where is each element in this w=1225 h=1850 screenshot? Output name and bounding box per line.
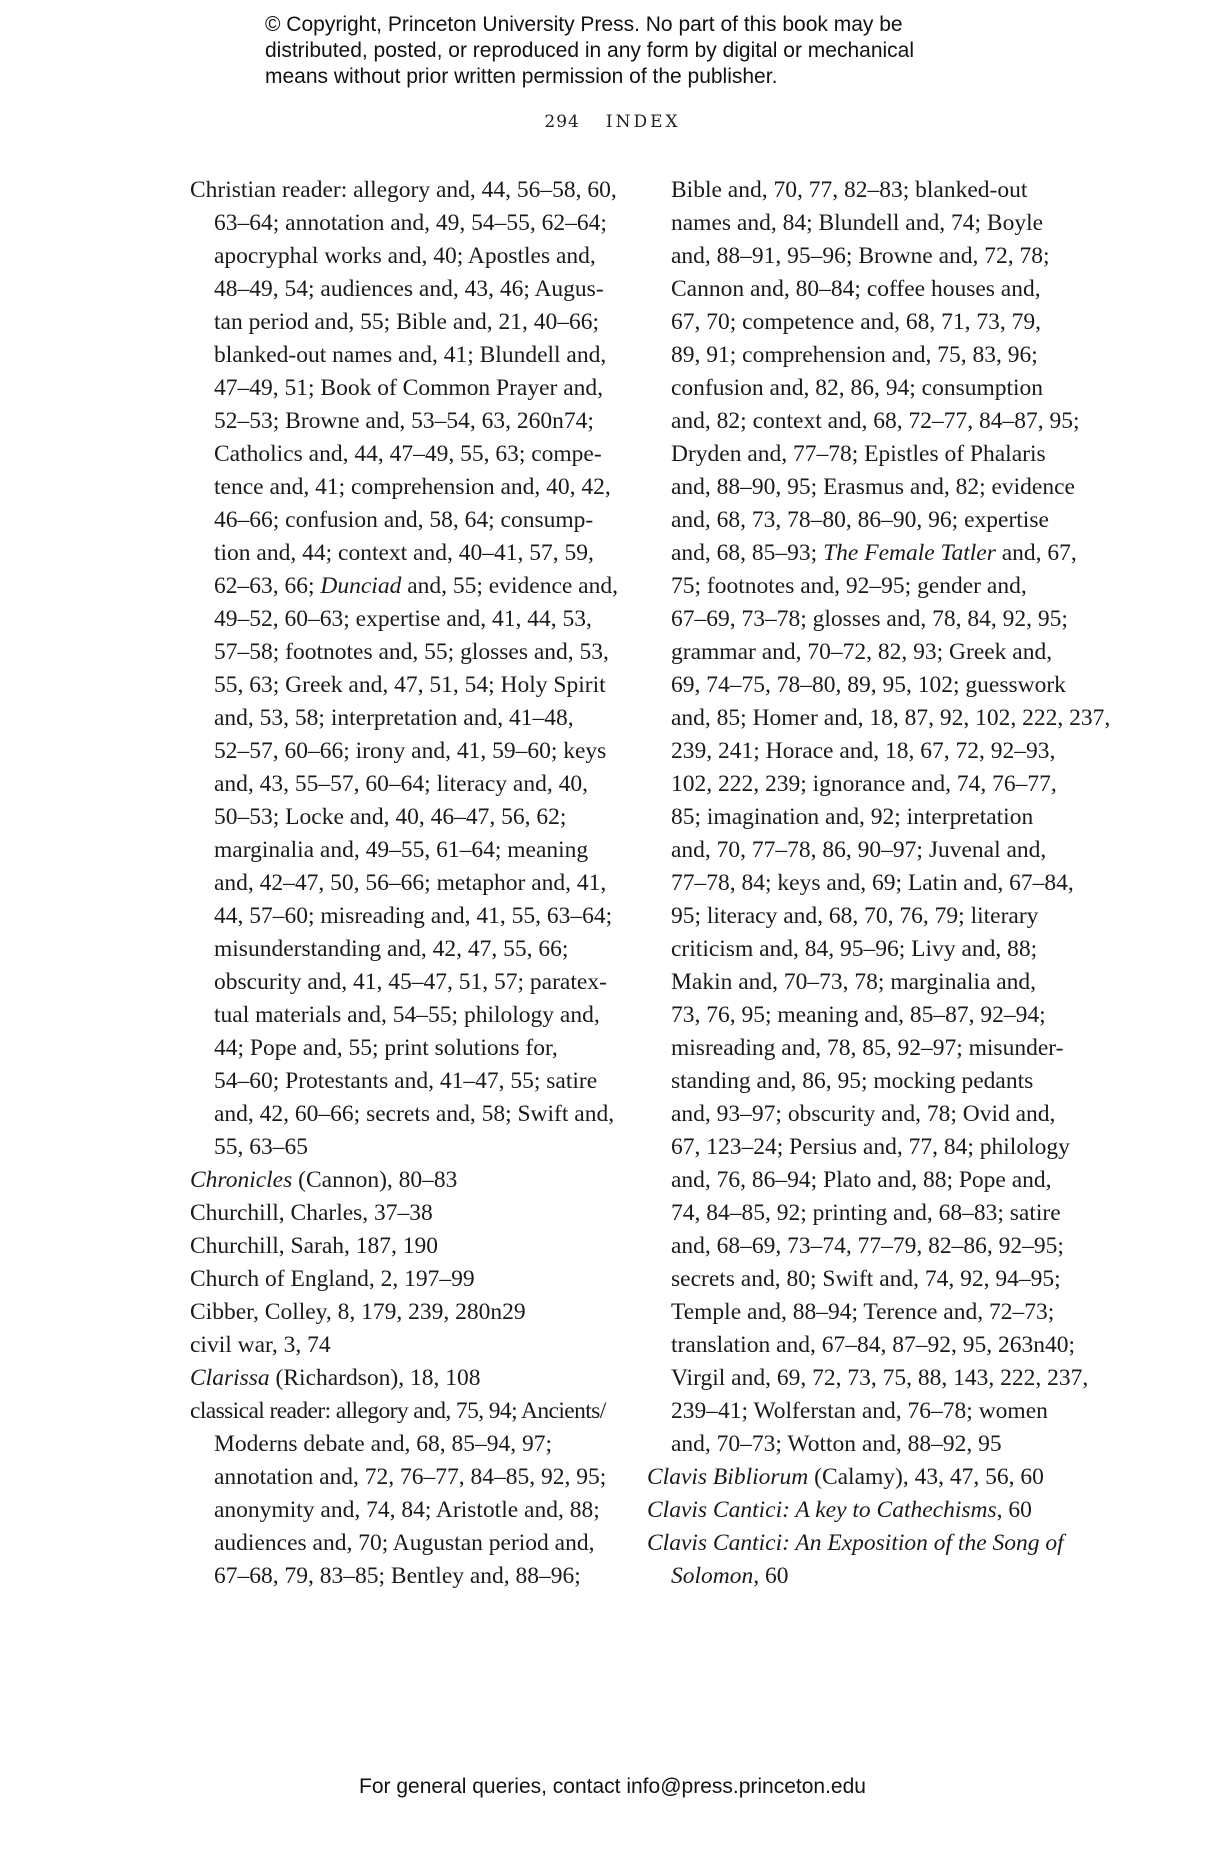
index-text: (Calamy), 43, 47, 56, 60 bbox=[808, 1464, 1044, 1490]
index-line bbox=[647, 1560, 1077, 1593]
index-line: 73, 76, 95; meaning and, 85–87, 92–94; bbox=[671, 1002, 1046, 1028]
index-line: anonymity and, 74, 84; Aristotle and, 88; bbox=[214, 1497, 600, 1523]
index-line: 47–49, 51; Book of Common Prayer and, bbox=[214, 375, 604, 401]
index-entry-christian-reader bbox=[190, 174, 620, 1164]
index-line: Bible and, 70, 77, 82–83; blanked-out bbox=[671, 177, 1028, 203]
index-line: misreading and, 78, 85, 92–97; misunder- bbox=[671, 1035, 1064, 1061]
index-line: Catholics and, 44, 47–49, 55, 63; compe- bbox=[214, 441, 602, 467]
index-line: tan period and, 55; Bible and, 21, 40–66; bbox=[214, 309, 600, 335]
index-line: apocryphal works and, 40; Apostles and, bbox=[214, 243, 596, 269]
index-line: Churchill, Charles, 37–38 bbox=[190, 1200, 433, 1226]
index-line: tion and, 44; context and, 40–41, 57, 59, bbox=[214, 540, 594, 566]
index-line: Dryden and, 77–78; Epistles of Phalaris bbox=[671, 441, 1046, 467]
index-line bbox=[647, 1461, 1077, 1494]
index-line bbox=[647, 1527, 1077, 1560]
index-line: obscurity and, 41, 45–47, 51, 57; paratex- bbox=[214, 969, 607, 995]
index-line: 67–68, 79, 83–85; Bentley and, 88–96; bbox=[214, 1563, 581, 1589]
index-title-italic: Clavis Cantici: An Exposition of the Song of bbox=[647, 1530, 1064, 1556]
index-line: and, 88–91, 95–96; Browne and, 72, 78; bbox=[671, 243, 1050, 269]
index-line: audiences and, 70; Augustan period and, bbox=[214, 1530, 595, 1556]
index-line: and, 82; context and, 68, 72–77, 84–87, 95; bbox=[671, 408, 1080, 434]
index-line: names and, 84; Blundell and, 74; Boyle bbox=[671, 210, 1044, 236]
index-entry-classical-reader bbox=[190, 1395, 620, 1593]
copyright-line: distributed, posted, or reproduced in any form by digital or mechanical bbox=[265, 39, 915, 62]
index-text: , 60 bbox=[996, 1497, 1032, 1523]
index-line bbox=[190, 1164, 620, 1197]
index-entry-clavis-cantici-exposition bbox=[647, 1527, 1077, 1593]
index-line: 63–64; annotation and, 49, 54–55, 62–64; bbox=[214, 210, 607, 236]
section-title: INDEX bbox=[605, 112, 681, 132]
index-entry-clavis-bibliorum bbox=[647, 1461, 1077, 1494]
index-text: (Richardson), 18, 108 bbox=[269, 1365, 481, 1391]
page-number: 294 bbox=[544, 112, 580, 132]
index-line: 67, 70; competence and, 68, 71, 73, 79, bbox=[671, 309, 1042, 335]
index-line: 77–78, 84; keys and, 69; Latin and, 67–84, bbox=[671, 870, 1074, 896]
index-line: secrets and, 80; Swift and, 74, 92, 94–95; bbox=[671, 1266, 1061, 1292]
index-line: and, 70–73; Wotton and, 88–92, 95 bbox=[671, 1431, 1002, 1457]
index-title-italic: The Female Tatler bbox=[823, 540, 996, 566]
index-line: tence and, 41; comprehension and, 40, 42, bbox=[214, 474, 611, 500]
copyright-notice bbox=[265, 12, 1025, 90]
index-line: and, 43, 55–57, 60–64; literacy and, 40, bbox=[214, 771, 588, 797]
index-line: Churchill, Sarah, 187, 190 bbox=[190, 1233, 439, 1259]
index-line: 52–53; Browne and, 53–54, 63, 260n74; bbox=[214, 408, 594, 434]
index-line: 67, 123–24; Persius and, 77, 84; philology bbox=[671, 1134, 1070, 1160]
index-line: and, 70, 77–78, 86, 90–97; Juvenal and, bbox=[671, 837, 1047, 863]
index-line: Moderns debate and, 68, 85–94, 97; bbox=[214, 1431, 553, 1457]
index-text: and, 68, 85–93; bbox=[671, 540, 824, 566]
index-title-italic: Clavis Cantici: A key to Cathechisms bbox=[647, 1497, 997, 1523]
index-line: 239–41; Wolferstan and, 76–78; women bbox=[671, 1398, 1048, 1424]
index-entry-clavis-cantici-key bbox=[647, 1494, 1077, 1527]
index-line: 54–60; Protestants and, 41–47, 55; satire bbox=[214, 1068, 598, 1094]
index-line: 85; imagination and, 92; interpretation bbox=[671, 804, 1034, 830]
index-line: Makin and, 70–73, 78; marginalia and, bbox=[671, 969, 1037, 995]
index-line: and, 93–97; obscurity and, 78; Ovid and, bbox=[671, 1101, 1056, 1127]
index-line: marginalia and, 49–55, 61–64; meaning bbox=[214, 837, 589, 863]
index-title-italic: Clavis Bibliorum bbox=[647, 1464, 809, 1490]
index-line: 75; footnotes and, 92–95; gender and, bbox=[671, 573, 1027, 599]
index-line: and, 76, 86–94; Plato and, 88; Pope and, bbox=[671, 1167, 1052, 1193]
index-line: translation and, 67–84, 87–92, 95, 263n40; bbox=[671, 1332, 1076, 1358]
index-text: and, 55; evidence and, bbox=[401, 573, 618, 599]
index-line: 44; Pope and, 55; print solutions for, bbox=[214, 1035, 558, 1061]
index-line: and, 53, 58; interpretation and, 41–48, bbox=[214, 705, 574, 731]
index-line: 69, 74–75, 78–80, 89, 95, 102; guesswork bbox=[671, 672, 1066, 698]
index-text: 62–63, 66; bbox=[214, 573, 321, 599]
index-line: 102, 222, 239; ignorance and, 74, 76–77, bbox=[671, 771, 1057, 797]
index-entry-churchill-sarah bbox=[190, 1230, 620, 1263]
footer-contact: For general queries, contact info@press.princeton.edu bbox=[359, 1775, 866, 1798]
index-line: 74, 84–85, 92; printing and, 68–83; satire bbox=[671, 1200, 1061, 1226]
index-line: 239, 241; Horace and, 18, 67, 72, 92–93, bbox=[671, 738, 1056, 764]
index-column-right bbox=[647, 174, 1111, 1593]
index-line: 95; literacy and, 68, 70, 76, 79; literary bbox=[671, 903, 1039, 929]
index-entry-classical-reader-continued bbox=[647, 174, 1111, 1461]
index-text: (Cannon), 80–83 bbox=[292, 1167, 458, 1193]
index-line: 44, 57–60; misreading and, 41, 55, 63–64; bbox=[214, 903, 613, 929]
index-line: Temple and, 88–94; Terence and, 72–73; bbox=[671, 1299, 1055, 1325]
index-line: Christian reader: allegory and, 44, 56–58, 60, bbox=[190, 177, 617, 203]
index-line: grammar and, 70–72, 82, 93; Greek and, bbox=[671, 639, 1053, 665]
index-line: 52–57, 60–66; irony and, 41, 59–60; keys bbox=[214, 738, 607, 764]
index-entry-churchill-charles bbox=[190, 1197, 620, 1230]
index-line: and, 68–69, 73–74, 77–79, 82–86, 92–95; bbox=[671, 1233, 1064, 1259]
index-line: 67–69, 73–78; glosses and, 78, 84, 92, 95; bbox=[671, 606, 1068, 632]
index-line: and, 68, 73, 78–80, 86–90, 96; expertise bbox=[671, 507, 1049, 533]
index-line bbox=[647, 537, 1077, 570]
index-line: 89, 91; comprehension and, 75, 83, 96; bbox=[671, 342, 1038, 368]
index-entry-cibber bbox=[190, 1296, 620, 1329]
index-title-italic: Clarissa bbox=[190, 1365, 270, 1391]
index-line: tual materials and, 54–55; philology and, bbox=[214, 1002, 600, 1028]
index-entry-chronicles bbox=[190, 1164, 620, 1197]
copyright-line: © Copyright, Princeton University Press. No part of this book may be bbox=[265, 13, 903, 36]
index-line: criticism and, 84, 95–96; Livy and, 88; bbox=[671, 936, 1038, 962]
index-line: civil war, 3, 74 bbox=[190, 1332, 331, 1358]
index-line: 50–53; Locke and, 40, 46–47, 56, 62; bbox=[214, 804, 567, 830]
index-column-left bbox=[190, 174, 620, 1593]
index-line: 49–52, 60–63; expertise and, 41, 44, 53, bbox=[214, 606, 592, 632]
index-line: misunderstanding and, 42, 47, 55, 66; bbox=[214, 936, 569, 962]
running-head bbox=[0, 112, 1225, 132]
index-line: annotation and, 72, 76–77, 84–85, 92, 95; bbox=[214, 1464, 607, 1490]
index-title-italic: Dunciad bbox=[320, 573, 402, 599]
index-title-italic: Solomon bbox=[671, 1563, 754, 1589]
index-title-italic: Chronicles bbox=[190, 1167, 293, 1193]
index-line: standing and, 86, 95; mocking pedants bbox=[671, 1068, 1034, 1094]
index-line: blanked-out names and, 41; Blundell and, bbox=[214, 342, 607, 368]
index-line: and, 88–90, 95; Erasmus and, 82; evidence bbox=[671, 474, 1075, 500]
index-text: and, 67, bbox=[995, 540, 1077, 566]
index-line: 57–58; footnotes and, 55; glosses and, 53, bbox=[214, 639, 609, 665]
index-line: 55, 63–65 bbox=[214, 1134, 308, 1160]
index-line: and, 42–47, 50, 56–66; metaphor and, 41, bbox=[214, 870, 607, 896]
index-line: Cibber, Colley, 8, 179, 239, 280n29 bbox=[190, 1299, 526, 1325]
index-line: 55, 63; Greek and, 47, 51, 54; Holy Spirit bbox=[214, 672, 606, 698]
index-line: 46–66; confusion and, 58, 64; consump- bbox=[214, 507, 594, 533]
index-line: Church of England, 2, 197–99 bbox=[190, 1266, 475, 1292]
index-line: Virgil and, 69, 72, 73, 75, 88, 143, 222, 237, bbox=[671, 1365, 1089, 1391]
index-line bbox=[190, 1362, 620, 1395]
index-line bbox=[190, 570, 620, 603]
index-line bbox=[647, 1494, 1077, 1527]
index-entry-clarissa bbox=[190, 1362, 620, 1395]
index-line: Cannon and, 80–84; coffee houses and, bbox=[671, 276, 1041, 302]
index-line: 48–49, 54; audiences and, 43, 46; Augus- bbox=[214, 276, 604, 302]
index-text: , 60 bbox=[753, 1563, 789, 1589]
index-line: and, 42, 60–66; secrets and, 58; Swift and, bbox=[214, 1101, 615, 1127]
index-entry-church-of-england bbox=[190, 1263, 620, 1296]
copyright-line: means without prior written permission of the publisher. bbox=[265, 65, 778, 88]
index-line: and, 85; Homer and, 18, 87, 92, 102, 222, 237, bbox=[671, 705, 1111, 731]
index-line: classical reader: allegory and, 75, 94; Ancients/ bbox=[190, 1398, 606, 1424]
index-line: confusion and, 82, 86, 94; consumption bbox=[671, 375, 1044, 401]
index-entry-civil-war bbox=[190, 1329, 620, 1362]
